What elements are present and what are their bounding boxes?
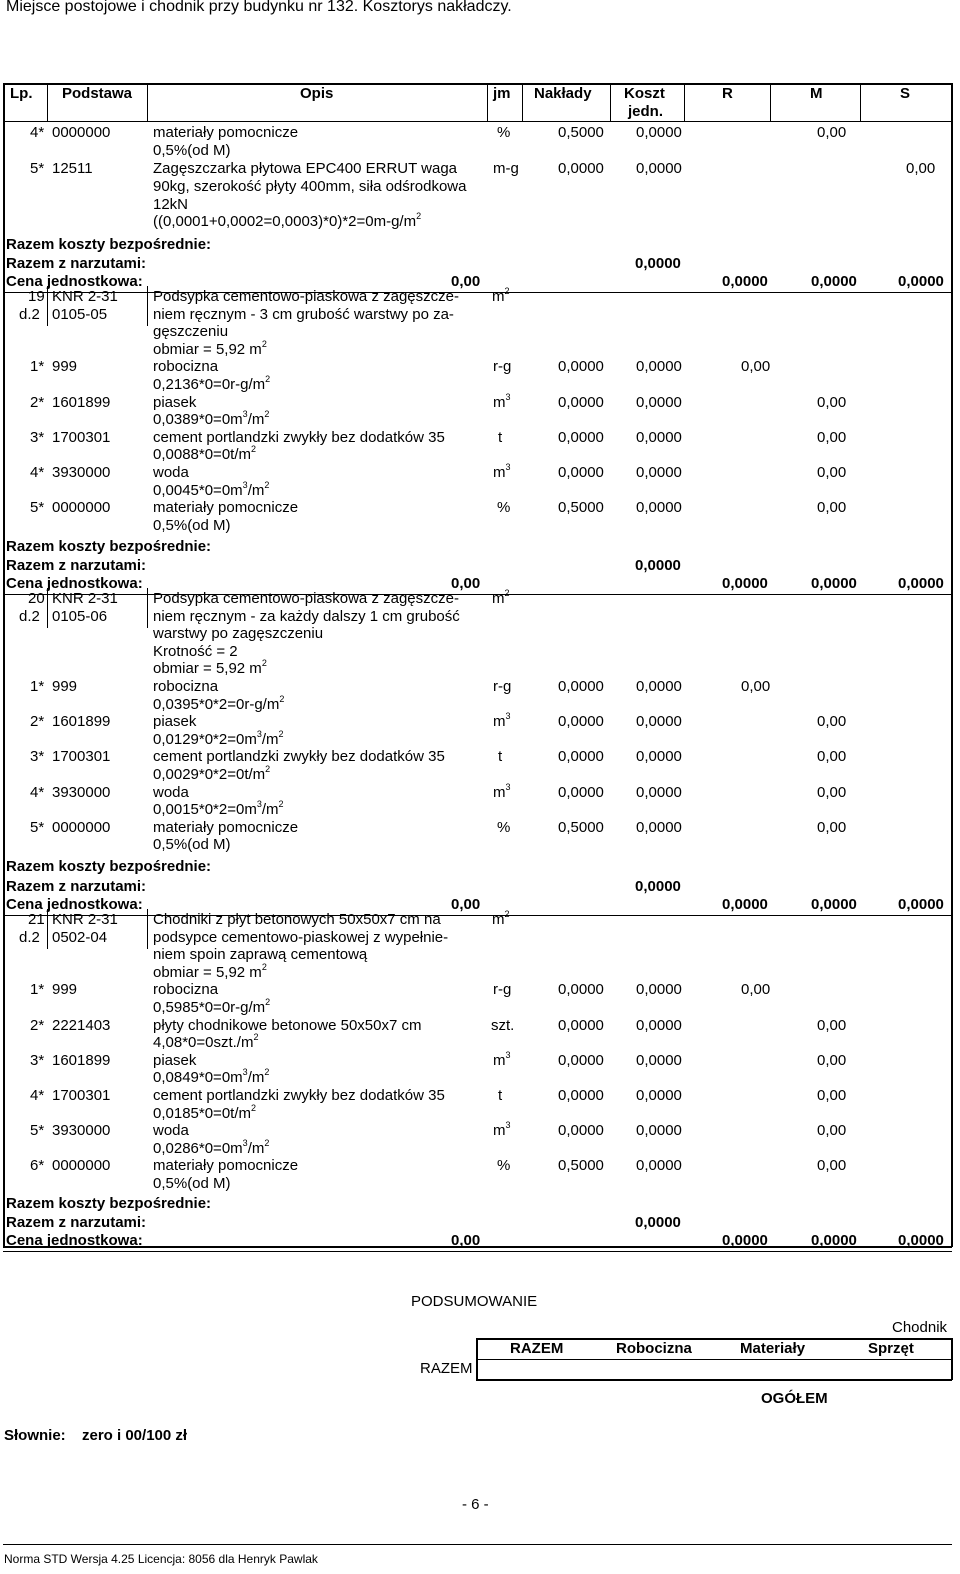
row-jm: $m^3$ [493, 781, 511, 801]
row-value: 0,00 [817, 1087, 847, 1104]
row-jm: % [497, 818, 511, 836]
row-lp: 1* [30, 358, 45, 376]
section-knr: KNR 2-31 [52, 288, 118, 305]
section-col-sep [47, 286, 48, 326]
row-lp: 5* [30, 160, 45, 177]
section-code: 0502-04 [52, 929, 108, 946]
row-code: 1700301 [52, 428, 111, 446]
col-sep [147, 84, 148, 121]
header-koszt: Koszt [624, 85, 665, 102]
row-lp: 5* [30, 499, 45, 517]
row-desc: robocizna [153, 358, 219, 376]
row-lp: 3* [30, 748, 45, 766]
row-code: 3930000 [52, 1122, 111, 1140]
section-knr: KNR 2-31 [52, 911, 118, 928]
row-desc: piasek [153, 393, 197, 411]
row-desc: woda [153, 1122, 189, 1140]
row-jm: r-g [493, 358, 512, 376]
row-naklady: 0,0000 [558, 1051, 604, 1069]
row-desc: materiały pomocnicze [153, 499, 299, 517]
section-jm: $m^2$ [492, 909, 510, 928]
page-title: Miejsce postojowe i chodnik przy budynku nr 132. Kosztorys nakładczy. [6, 0, 512, 15]
cena-jednostkowa-label: Cena jednostkowa: [6, 575, 143, 592]
cena-r-value: 0,0000 [722, 575, 768, 592]
row-jm: % [497, 499, 511, 517]
cena-s-value: 0,0000 [898, 896, 944, 913]
section-col-sep [147, 286, 148, 326]
cena-m-value: 0,0000 [811, 575, 857, 592]
razem-narzuty-label: Razem z narzutami: [6, 878, 147, 895]
section-jm: $m^2$ [492, 588, 510, 607]
row-desc: robocizna [153, 678, 219, 695]
section-code: 0105-06 [52, 608, 108, 625]
row-code: 1601899 [52, 1051, 111, 1069]
row-value: 0,00 [817, 713, 847, 731]
section-desc-line: podsypce cementowo-piaskowej z wypełnie- [153, 928, 449, 946]
section-desc-line: Krotność = 2 [153, 642, 238, 660]
formula-line: $0,0029*0*2=0t/m^2$ [153, 764, 271, 783]
razem-narzuty-label: Razem z narzutami: [6, 557, 147, 574]
summary-mid-border [476, 1359, 952, 1360]
slownie-value: zero i 00/100 zł [82, 1427, 188, 1444]
header-opis: Opis [300, 85, 334, 102]
cena-m-value: 0,0000 [811, 1232, 857, 1249]
row-koszt: 0,0000 [636, 160, 682, 177]
formula-line: $4,08*0=0szt./m^2$ [153, 1032, 259, 1052]
cena-jednostkowa-label: Cena jednostkowa: [6, 896, 143, 913]
summary-col-sprzet: Sprzęt [868, 1340, 914, 1357]
row-desc: Zagęszczarka płytowa EPC400 ERRUT waga [153, 160, 458, 177]
section-desc-line: warstwy po zagęszczeniu [153, 625, 324, 643]
summary-col-materialy: Materiały [740, 1340, 806, 1357]
section-d: d.2 [19, 608, 40, 625]
section-separator [3, 594, 952, 595]
table-left-border [3, 83, 5, 1247]
header-m: M [810, 85, 823, 102]
section-desc-line: Podsypka cementowo-piaskowa z zagęszcze- [153, 288, 459, 305]
razem-bezposrednie-label: Razem koszty bezpośrednie: [6, 858, 212, 875]
section-desc-line: niem ręcznym - 3 cm grubość warstwy po za- [153, 305, 454, 323]
formula-line: $0,0395*0*2=0r-g/m^2$ [153, 693, 285, 713]
section-desc-line: Chodniki z płyt betonowych 50x50x7 cm na [153, 911, 441, 928]
row-koszt: 0,0000 [636, 358, 682, 376]
row-lp: 2* [30, 1016, 45, 1034]
header-jm: jm [493, 85, 511, 102]
section-d: d.2 [19, 929, 40, 946]
row-jm: m-g [493, 160, 519, 177]
section-separator [3, 915, 952, 916]
row-naklady: 0,0000 [558, 358, 604, 376]
row-jm: $m^3$ [493, 1120, 511, 1140]
section-separator [3, 292, 952, 293]
row-jm: t [498, 748, 503, 766]
summary-ogolem: OGÓŁEM [761, 1390, 828, 1407]
row-naklady: 0,5000 [558, 499, 604, 517]
row-value: 0,00 [817, 783, 847, 801]
row-koszt: 0,0000 [636, 1051, 682, 1069]
formula-line: 0,5%(od M) [153, 1175, 231, 1192]
cena-r-value: 0,0000 [722, 896, 768, 913]
cena-jednostkowa-label: Cena jednostkowa: [6, 1232, 143, 1249]
row-desc-line2: 90kg, szerokość płyty 400mm, siła odśrodkowa [153, 178, 467, 195]
row-value: 0,00 [817, 124, 847, 141]
formula-line: 0,5%(od M) [153, 836, 231, 854]
cena-m-value: 0,0000 [811, 896, 857, 913]
cena-r-value: 0,0000 [722, 1232, 768, 1249]
section-jm: $m^2$ [492, 286, 510, 305]
summary-col-razem: RAZEM [510, 1340, 564, 1357]
row-code: 1601899 [52, 713, 111, 731]
row-naklady: 0,0000 [558, 678, 604, 695]
row-desc: piasek [153, 713, 197, 731]
row-lp: 4* [30, 464, 45, 481]
section-col-sep [47, 909, 48, 949]
razem-narzuty-value: 0,0000 [635, 1214, 681, 1231]
row-code: 0000000 [52, 499, 111, 517]
section-obmiar: obmiar = 5,92 $m^2$ [153, 961, 267, 981]
row-naklady: 0,0000 [558, 428, 604, 446]
row-desc: płyty chodnikowe betonowe 50x50x7 cm [153, 1016, 422, 1034]
col-sep [487, 84, 488, 121]
row-value: 0,00 [817, 1122, 847, 1140]
section-number: 20 [28, 590, 45, 607]
row-code: 999 [52, 981, 78, 999]
formula-line: $0,0015*0*2=0m^3/m^2$ [153, 799, 284, 819]
row-lp: 3* [30, 1051, 45, 1069]
row-desc: materiały pomocnicze [153, 1157, 299, 1175]
row-code: 0000000 [52, 1157, 111, 1175]
row-value: 0,00 [817, 499, 847, 517]
row-lp: 2* [30, 713, 45, 731]
row-jm: $m^3$ [493, 1049, 511, 1069]
row-value: 0,00 [817, 464, 847, 481]
row-value: 0,00 [817, 1016, 847, 1034]
row-code: 0000000 [52, 818, 111, 836]
cena-jednostkowa-value: 0,00 [451, 575, 481, 592]
row-jm: szt. [491, 1016, 515, 1034]
row-koszt: 0,0000 [636, 393, 682, 411]
row-code: 2221403 [52, 1016, 111, 1034]
row-jm: t [498, 428, 503, 446]
row-code: 999 [52, 358, 78, 376]
row-koszt: 0,0000 [636, 748, 682, 766]
row-lp: 6* [30, 1157, 45, 1175]
row-koszt: 0,0000 [636, 678, 682, 695]
row-value: 0,00 [817, 1157, 847, 1175]
row-formula: $((0,0001+0,0002=0,0003)*0)*2=0m-g/m^2$ [153, 211, 422, 230]
formula-line: $0,0389*0=0m^3/m^2$ [153, 409, 270, 429]
row-value: 0,00 [741, 678, 771, 695]
table-right-border [951, 83, 953, 1247]
cena-s-value: 0,0000 [898, 1232, 944, 1249]
row-code: 0000000 [52, 124, 111, 141]
razem-narzuty-value: 0,0000 [635, 557, 681, 574]
razem-narzuty-label: Razem z narzutami: [6, 255, 147, 272]
col-sep [860, 84, 861, 121]
cena-jednostkowa-value: 0,00 [451, 1232, 481, 1249]
col-sep [522, 84, 523, 121]
formula-line: 0,5%(od M) [153, 516, 231, 534]
cena-jednostkowa-label: Cena jednostkowa: [6, 273, 143, 290]
row-desc: robocizna [153, 981, 219, 999]
page-number: - 6 - [462, 1496, 489, 1513]
section-number: 21 [28, 911, 45, 928]
row-koszt: 0,0000 [636, 818, 682, 836]
row-lp: 4* [30, 124, 45, 141]
section-obmiar: obmiar = 5,92 $m^2$ [153, 658, 267, 678]
cena-s-value: 0,0000 [898, 273, 944, 290]
formula-line: $0,0129*0*2=0m^3/m^2$ [153, 728, 284, 748]
row-koszt: 0,0000 [636, 783, 682, 801]
row-naklady: 0,0000 [558, 981, 604, 999]
cena-jednostkowa-value: 0,00 [451, 896, 481, 913]
formula-line: $0,0185*0=0t/m^2$ [153, 1102, 257, 1122]
razem-bezposrednie-label: Razem koszty bezpośrednie: [6, 538, 212, 555]
row-koszt: 0,0000 [636, 981, 682, 999]
row-naklady: 0,5000 [558, 1157, 604, 1175]
row-code: 999 [52, 678, 78, 695]
col-sep [684, 84, 685, 121]
col-sep [610, 84, 611, 121]
formula-line: $0,0088*0=0t/m^2$ [153, 444, 257, 464]
row-desc: cement portlandzki zwykły bez dodatków 35 [153, 428, 445, 446]
section-desc-line: Podsypka cementowo-piaskowa z zagęszcze- [153, 590, 459, 607]
razem-narzuty-label: Razem z narzutami: [6, 1214, 147, 1231]
row-jm: $m^3$ [493, 711, 511, 731]
header-bottom-border [3, 121, 952, 122]
row-koszt: 0,0000 [636, 464, 682, 481]
formula-line: $0,0849*0=0m^3/m^2$ [153, 1067, 270, 1087]
row-koszt: 0,0000 [636, 1016, 682, 1034]
summary-chodnik: Chodnik [892, 1319, 948, 1336]
row-koszt: 0,0000 [636, 428, 682, 446]
row-value: 0,00 [906, 160, 936, 177]
header-koszt-jedn: jedn. [628, 103, 664, 120]
section-col-sep [147, 909, 148, 949]
section-desc-line: niem ręcznym - za każdy dalszy 1 cm grubość [153, 607, 460, 625]
row-desc: woda [153, 464, 189, 481]
row-value: 0,00 [817, 428, 847, 446]
row-jm: % [497, 1157, 511, 1175]
row-desc: materiały pomocnicze [153, 818, 299, 836]
section-d: d.2 [19, 306, 40, 323]
row-jm: r-g [493, 981, 512, 999]
section-col-sep [47, 588, 48, 628]
row-lp: 5* [30, 1122, 45, 1140]
row-koszt: 0,0000 [636, 1122, 682, 1140]
row-desc: piasek [153, 1051, 197, 1069]
row-desc: materiały pomocnicze [153, 124, 299, 141]
row-koszt: 0,0000 [636, 1157, 682, 1175]
row-naklady: 0,0000 [558, 160, 604, 177]
section-number: 19 [28, 288, 45, 305]
row-jm: $m^3$ [493, 462, 511, 481]
formula-line: $0,2136*0=0r-g/m^2$ [153, 374, 271, 393]
section-desc-line: niem spoin zaprawą cementową [153, 946, 368, 964]
footer-text: Norma STD Wersja 4.25 Licencja: 8056 dla Henryk Pawlak [4, 1552, 318, 1566]
cena-m-value: 0,0000 [811, 273, 857, 290]
row-lp: 1* [30, 678, 45, 695]
row-koszt: 0,0000 [636, 499, 682, 517]
section-separator [3, 1251, 952, 1252]
row-value: 0,00 [817, 748, 847, 766]
row-naklady: 0,0000 [558, 1087, 604, 1104]
row-desc: woda [153, 783, 189, 801]
row-koszt: 0,0000 [636, 1087, 682, 1104]
row-code: 1601899 [52, 393, 111, 411]
row-naklady: 0,5000 [558, 818, 604, 836]
row-naklady: 0,0000 [558, 748, 604, 766]
row-lp: 5* [30, 818, 45, 836]
summary-bottom-border [476, 1379, 952, 1381]
footer-line [3, 1544, 952, 1545]
row-value: 0,00 [817, 1051, 847, 1069]
cena-s-value: 0,0000 [898, 575, 944, 592]
row-lp: 4* [30, 783, 45, 801]
row-code: 1700301 [52, 1087, 111, 1104]
formula-line: $0,0286*0=0m^3/m^2$ [153, 1137, 270, 1157]
row-desc: cement portlandzki zwykły bez dodatków 35 [153, 1087, 445, 1104]
slownie-label: Słownie: [4, 1427, 66, 1444]
row-lp: 4* [30, 1087, 45, 1104]
razem-narzuty-value: 0,0000 [635, 255, 681, 272]
razem-bezposrednie-label: Razem koszty bezpośrednie: [6, 236, 212, 253]
header-s: S [900, 85, 911, 102]
row-naklady: 0,0000 [558, 713, 604, 731]
row-code: 3930000 [52, 783, 111, 801]
row-naklady: 0,0000 [558, 393, 604, 411]
formula-line: $0,0045*0=0m^3/m^2$ [153, 479, 270, 499]
row-jm: % [497, 124, 511, 141]
row-code: 3930000 [52, 464, 111, 481]
section-desc-line: gęszczeniu [153, 323, 229, 341]
row-naklady: 0,0000 [558, 1016, 604, 1034]
section-col-sep [147, 588, 148, 628]
row-value: 0,00 [817, 393, 847, 411]
row-lp: 2* [30, 393, 45, 411]
row-desc: cement portlandzki zwykły bez dodatków 35 [153, 748, 445, 766]
col-sep [47, 84, 48, 121]
row-value: 0,00 [817, 818, 847, 836]
cena-r-value: 0,0000 [722, 273, 768, 290]
summary-right-border [951, 1338, 953, 1380]
cena-jednostkowa-value: 0,00 [451, 273, 481, 290]
summary-left-border [476, 1338, 478, 1380]
row-koszt: 0,0000 [636, 124, 682, 141]
row-jm: $m^3$ [493, 391, 511, 411]
row-naklady: 0,5000 [558, 124, 604, 141]
header-r: R [722, 85, 733, 102]
header-podstawa: Podstawa [62, 85, 133, 102]
header-lp: Lp. [10, 85, 33, 102]
row-code: 12511 [52, 160, 93, 177]
summary-razem-left: RAZEM [420, 1360, 473, 1377]
section-obmiar: obmiar = 5,92 $m^2$ [153, 338, 267, 358]
formula-line: $0,5985*0=0r-g/m^2$ [153, 997, 271, 1016]
summary-title: PODSUMOWANIE [411, 1293, 538, 1310]
row-koszt: 0,0000 [636, 713, 682, 731]
row-code: 1700301 [52, 748, 111, 766]
row-formula: 0,5%(od M) [153, 142, 231, 159]
row-desc-line3: 12kN [153, 196, 189, 213]
summary-col-robocizna: Robocizna [616, 1340, 692, 1357]
row-lp: 3* [30, 428, 45, 446]
col-sep [770, 84, 771, 121]
row-lp: 1* [30, 981, 45, 999]
section-code: 0105-05 [52, 306, 108, 323]
header-naklady: Nakłady [534, 85, 592, 102]
row-naklady: 0,0000 [558, 783, 604, 801]
row-jm: t [498, 1087, 503, 1104]
row-value: 0,00 [741, 981, 771, 999]
row-naklady: 0,0000 [558, 464, 604, 481]
razem-bezposrednie-label: Razem koszty bezpośrednie: [6, 1195, 212, 1212]
section-knr: KNR 2-31 [52, 590, 118, 607]
row-value: 0,00 [741, 358, 771, 376]
row-naklady: 0,0000 [558, 1122, 604, 1140]
razem-narzuty-value: 0,0000 [635, 878, 681, 895]
row-jm: r-g [493, 678, 512, 695]
